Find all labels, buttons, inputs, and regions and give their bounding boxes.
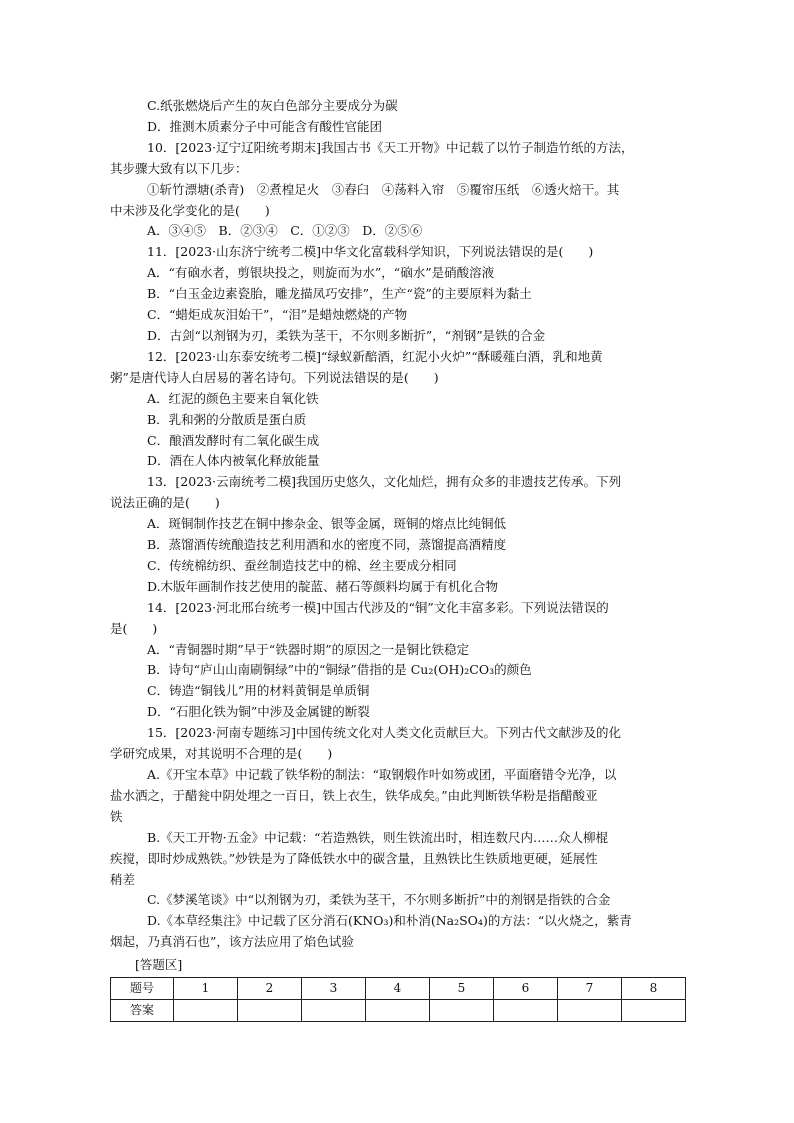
document-page xyxy=(110,96,686,1022)
text-line: A．红泥的颜色主要来自氧化铁 xyxy=(147,390,319,406)
text-line: 学研究成果，对其说明不合理的是( ) xyxy=(110,746,333,762)
answer-table-answer-row xyxy=(111,999,686,1021)
question-number: 3 xyxy=(302,978,366,1000)
question-number: 2 xyxy=(238,978,302,1000)
text-line: A．“青铜器时期”早于“铁器时期”的原因之一是铜比铁稳定 xyxy=(147,641,470,657)
answer-cell[interactable] xyxy=(238,999,302,1021)
text-line: ①斩竹漂塘(杀青) ②煮楻足火 ③舂臼 ④荡料入帘 ⑤覆帘压纸 ⑥透火焙干。其 xyxy=(147,181,620,197)
row-label-number: 题号 xyxy=(111,978,174,1000)
text-line: 11．[2023·山东济宁统考二模]中华文化富载科学知识，下列说法错误的是( ) xyxy=(147,244,594,260)
question-text xyxy=(110,96,686,953)
text-line: 中未涉及化学变化的是( ) xyxy=(110,202,270,218)
answer-area xyxy=(110,955,686,1022)
text-line: A．斑铜制作技艺在铜中掺杂金、银等金属，斑铜的熔点比纯铜低 xyxy=(147,516,507,532)
text-line: 铁 xyxy=(110,808,123,824)
text-line: 15．[2023·河南专题练习]中国传统文化对人类文化贡献巨大。下列古代文献涉及的化 xyxy=(147,725,621,741)
text-line: A.《开宝本草》中记载了铁华粉的制法：“取钢煅作叶如笏或团，平面磨错令光净，以 xyxy=(147,767,617,782)
question-number: 6 xyxy=(494,978,558,1000)
text-line: 粥”是唐代诗人白居易的著名诗句。下列说法错误的是( ) xyxy=(110,369,439,385)
text-line: 14．[2023·河北邢台统考一模]中国古代涉及的“铜”文化丰富多彩。下列说法错误的 xyxy=(147,599,609,615)
text-line: 10．[2023·辽宁辽阳统考期末]我国古书《天工开物》中记载了以竹子制造竹纸的方法， xyxy=(147,139,634,155)
text-line: B．蒸馏酒传统酿造技艺利用酒和水的密度不同，蒸馏提高酒精度 xyxy=(147,537,507,553)
text-line: D．古剑“以剂钢为刃，柔铁为茎干，不尔则多断折”，“剂钢”是铁的合金 xyxy=(147,327,546,343)
text-line: 稍差 xyxy=(110,871,136,887)
text-line: 说法正确的是( ) xyxy=(110,495,220,511)
text-line: B．“白玉金边素瓷胎，雕龙描凤巧安排”，生产“瓷”的主要原料为黏土 xyxy=(147,286,532,302)
text-line: 其步骤大致有以下几步： xyxy=(110,160,248,176)
text-line: A．③④⑤ B．②③④ C．①②③ D．②⑤⑥ xyxy=(147,223,423,239)
answer-table-number-row xyxy=(111,978,686,1000)
question-number: 4 xyxy=(366,978,430,1000)
text-line: D.《本草经集注》中记载了区分消石(KNO₃)和朴消(Na₂SO₄)的方法：“以火烧之，紫青 xyxy=(147,913,632,929)
text-line: A．“有硇水者，剪银块投之，则旋而为水”，“硇水”是硝酸溶液 xyxy=(147,265,495,281)
text-line: D．酒在人体内被氧化释放能量 xyxy=(147,453,320,469)
question-number: 1 xyxy=(174,978,238,1000)
text-line: C．传统棉纺织、蚕丝制造技艺中的棉、丝主要成分相同 xyxy=(147,557,457,573)
question-number: 7 xyxy=(558,978,622,1000)
text-line: D.木版年画制作技艺使用的靛蓝、赭石等颜料均属于有机化合物 xyxy=(147,578,499,594)
text-line: C．铸造“铜钱儿”用的材料黄铜是单质铜 xyxy=(147,683,370,699)
text-line: B．诗句“庐山山南刷铜绿”中的“铜绿”借指的是 Cu₂(OH)₂CO₃的颜色 xyxy=(147,662,532,678)
text-line: D．“石胆化铁为铜”中涉及金属键的断裂 xyxy=(147,704,370,720)
question-number: 5 xyxy=(430,978,494,1000)
row-label-answer: 答案 xyxy=(111,999,174,1021)
text-line: B.《天工开物·五金》中记载：“若造熟铁，则生铁流出时，相连数尺内……众人柳棍 xyxy=(147,829,609,845)
text-line: C．酿酒发酵时有二氧化碳生成 xyxy=(147,432,320,448)
answer-table xyxy=(110,977,686,1022)
text-line: 疾搅，即时炒成熟铁。”炒铁是为了降低铁水中的碳含量，且熟铁比生铁质地更硬，延展性 xyxy=(110,850,598,866)
answer-cell[interactable] xyxy=(302,999,366,1021)
answer-cell[interactable] xyxy=(430,999,494,1021)
text-line: C.纸张燃烧后产生的灰白色部分主要成分为碳 xyxy=(147,98,398,113)
answer-cell[interactable] xyxy=(558,999,622,1021)
text-line: 烟起，乃真消石也”，该方法应用了焰色试验 xyxy=(110,934,354,950)
text-line: 盐水洒之，于醋瓮中阴处埋之一百日，铁上衣生，铁华成矣。”由此判断铁华粉是指醋酸亚 xyxy=(110,787,598,803)
answer-cell[interactable] xyxy=(622,999,686,1021)
answer-area-heading: [答题区] xyxy=(135,957,183,973)
question-number: 8 xyxy=(622,978,686,1000)
text-line: B．乳和粥的分散质是蛋白质 xyxy=(147,411,307,427)
text-line: 12．[2023·山东泰安统考二模]“绿蚁新醅酒，红泥小火炉”“酥暖薤白酒，乳和地黄 xyxy=(147,348,603,364)
text-line: 13．[2023·云南统考二模]我国历史悠久，文化灿烂，拥有众多的非遗技艺传承。下列 xyxy=(147,474,621,490)
answer-cell[interactable] xyxy=(366,999,430,1021)
text-line: D．推测木质素分子中可能含有酸性官能团 xyxy=(147,118,383,134)
text-line: C.《梦溪笔谈》中“以剂钢为刃，柔铁为茎干，不尔则多断折”中的剂钢是指铁的合金 xyxy=(147,892,611,908)
text-line: 是( ) xyxy=(110,620,158,636)
text-line: C．“蜡炬成灰泪始干”，“泪”是蜡烛燃烧的产物 xyxy=(147,307,408,323)
answer-cell[interactable] xyxy=(494,999,558,1021)
answer-cell[interactable] xyxy=(174,999,238,1021)
